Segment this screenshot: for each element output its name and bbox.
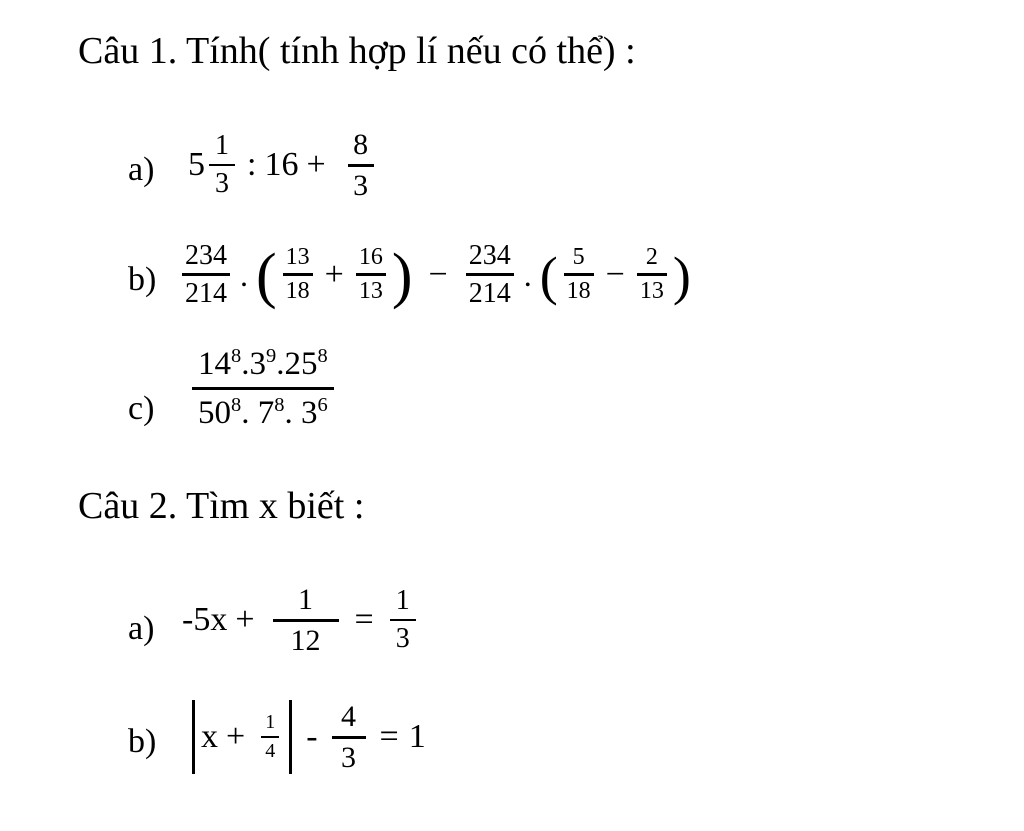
fraction-bar bbox=[192, 387, 334, 390]
fraction-234-over-214-second: $\frac{234}{214}$ bbox=[466, 240, 514, 309]
fraction-bar bbox=[261, 736, 279, 738]
operator-minus-main: − bbox=[428, 255, 448, 293]
exercise-1-item-a-label: a) bbox=[128, 151, 155, 188]
fraction-bar bbox=[182, 273, 230, 276]
base-50: 50 bbox=[198, 395, 231, 432]
fraction-bar bbox=[390, 619, 416, 622]
denominator-powers bbox=[192, 393, 334, 433]
exercise-1-item-c-expression bbox=[192, 344, 334, 434]
fraction-1-over-12: $\frac{1}{12}$ bbox=[273, 583, 339, 657]
exercise-2-heading: Câu 2. Tìm x biết : bbox=[78, 485, 365, 527]
fraction-1-over-3: $\frac{1}{3}$ bbox=[390, 585, 416, 654]
numerator-powers bbox=[192, 344, 334, 384]
close-paren-2: ) bbox=[672, 246, 691, 307]
exercise-2-item-a-label: a) bbox=[128, 610, 155, 647]
exercise-2-item-a-expression bbox=[182, 583, 420, 657]
absolute-value-bar-open bbox=[192, 700, 195, 774]
base-7: 7 bbox=[257, 395, 275, 432]
base-14: 14 bbox=[198, 346, 231, 382]
variable-x: x bbox=[201, 718, 218, 755]
operator-multiply-dot-2: . bbox=[523, 256, 532, 293]
exercise-2-item-b-expression bbox=[186, 700, 426, 774]
dot-separator: . bbox=[241, 346, 250, 382]
base-25: 25 bbox=[284, 346, 318, 382]
operator-equals: = bbox=[354, 601, 374, 638]
exponent-8: 8 bbox=[231, 394, 242, 417]
fraction-bar bbox=[564, 273, 594, 276]
mixed-whole: 5 bbox=[188, 146, 205, 183]
base-3: 3 bbox=[249, 346, 266, 382]
exercise-1-item-b-expression bbox=[178, 240, 693, 309]
close-paren-1: ) bbox=[391, 242, 413, 311]
operator-divide: : bbox=[247, 146, 257, 183]
fraction-13-over-18: $\frac{13}{18}$ bbox=[283, 244, 313, 305]
fraction-16-over-13: $\frac{16}{13}$ bbox=[356, 244, 386, 305]
fraction-1-over-4: $\frac{1}{4}$ bbox=[261, 711, 279, 763]
exponent-8: 8 bbox=[231, 345, 242, 367]
exercise-1-heading: Câu 1. Tính( tính hợp lí nếu có thể) : bbox=[78, 30, 636, 72]
exercise-1-item-a-expression bbox=[188, 128, 378, 202]
fraction-bar bbox=[637, 273, 667, 276]
base-3: 3 bbox=[300, 395, 318, 432]
exponent-8: 8 bbox=[274, 394, 285, 417]
fraction-4-over-3: $\frac{4}{3}$ bbox=[332, 700, 366, 774]
fraction-234-over-214-first: $\frac{234}{214}$ bbox=[182, 240, 230, 309]
term-minus-5x: -5x bbox=[182, 601, 228, 638]
fraction-5-over-18: $\frac{5}{18}$ bbox=[564, 244, 594, 305]
absolute-value-bar-close bbox=[289, 700, 292, 774]
fraction-bar bbox=[273, 619, 339, 622]
operator-plus: + bbox=[226, 718, 246, 755]
operator-plus: + bbox=[324, 255, 344, 293]
operator-plus: + bbox=[235, 601, 255, 638]
exercise-1-item-c-label: c) bbox=[128, 390, 155, 427]
open-paren-1: ( bbox=[256, 242, 277, 311]
operator-plus: + bbox=[306, 146, 326, 183]
exponent-6: 6 bbox=[317, 394, 328, 417]
dot-separator: . bbox=[276, 346, 285, 382]
exercise-2-item-b-label: b) bbox=[128, 723, 157, 760]
dot-separator: . bbox=[241, 395, 250, 432]
fraction-bar bbox=[466, 273, 514, 276]
operator-equals: = bbox=[379, 718, 399, 755]
open-paren-2: ( bbox=[539, 246, 558, 307]
fraction-2-over-13: $\frac{2}{13}$ bbox=[637, 244, 667, 305]
fraction-bar bbox=[332, 736, 366, 739]
exponent-9: 9 bbox=[265, 345, 277, 367]
fraction-bar bbox=[283, 273, 313, 276]
exercise-1-item-b-label: b) bbox=[128, 261, 157, 298]
fraction-eight-thirds: $\frac{8}{3}$ bbox=[348, 128, 374, 202]
dot-separator: . bbox=[284, 395, 293, 432]
fraction-bar bbox=[209, 164, 235, 167]
fraction-bar bbox=[356, 273, 386, 276]
operator-minus: - bbox=[306, 718, 318, 755]
exponent-8: 8 bbox=[317, 345, 328, 367]
result-value: 1 bbox=[408, 718, 426, 755]
divisor-value: 16 bbox=[264, 146, 299, 183]
fraction-one-third: $\frac{1}{3}$ bbox=[209, 130, 235, 199]
operator-minus-inner: − bbox=[605, 255, 625, 293]
fraction-bar bbox=[348, 164, 374, 167]
operator-multiply-dot-1: . bbox=[240, 256, 248, 293]
bottom-margin-bar bbox=[0, 821, 1024, 831]
